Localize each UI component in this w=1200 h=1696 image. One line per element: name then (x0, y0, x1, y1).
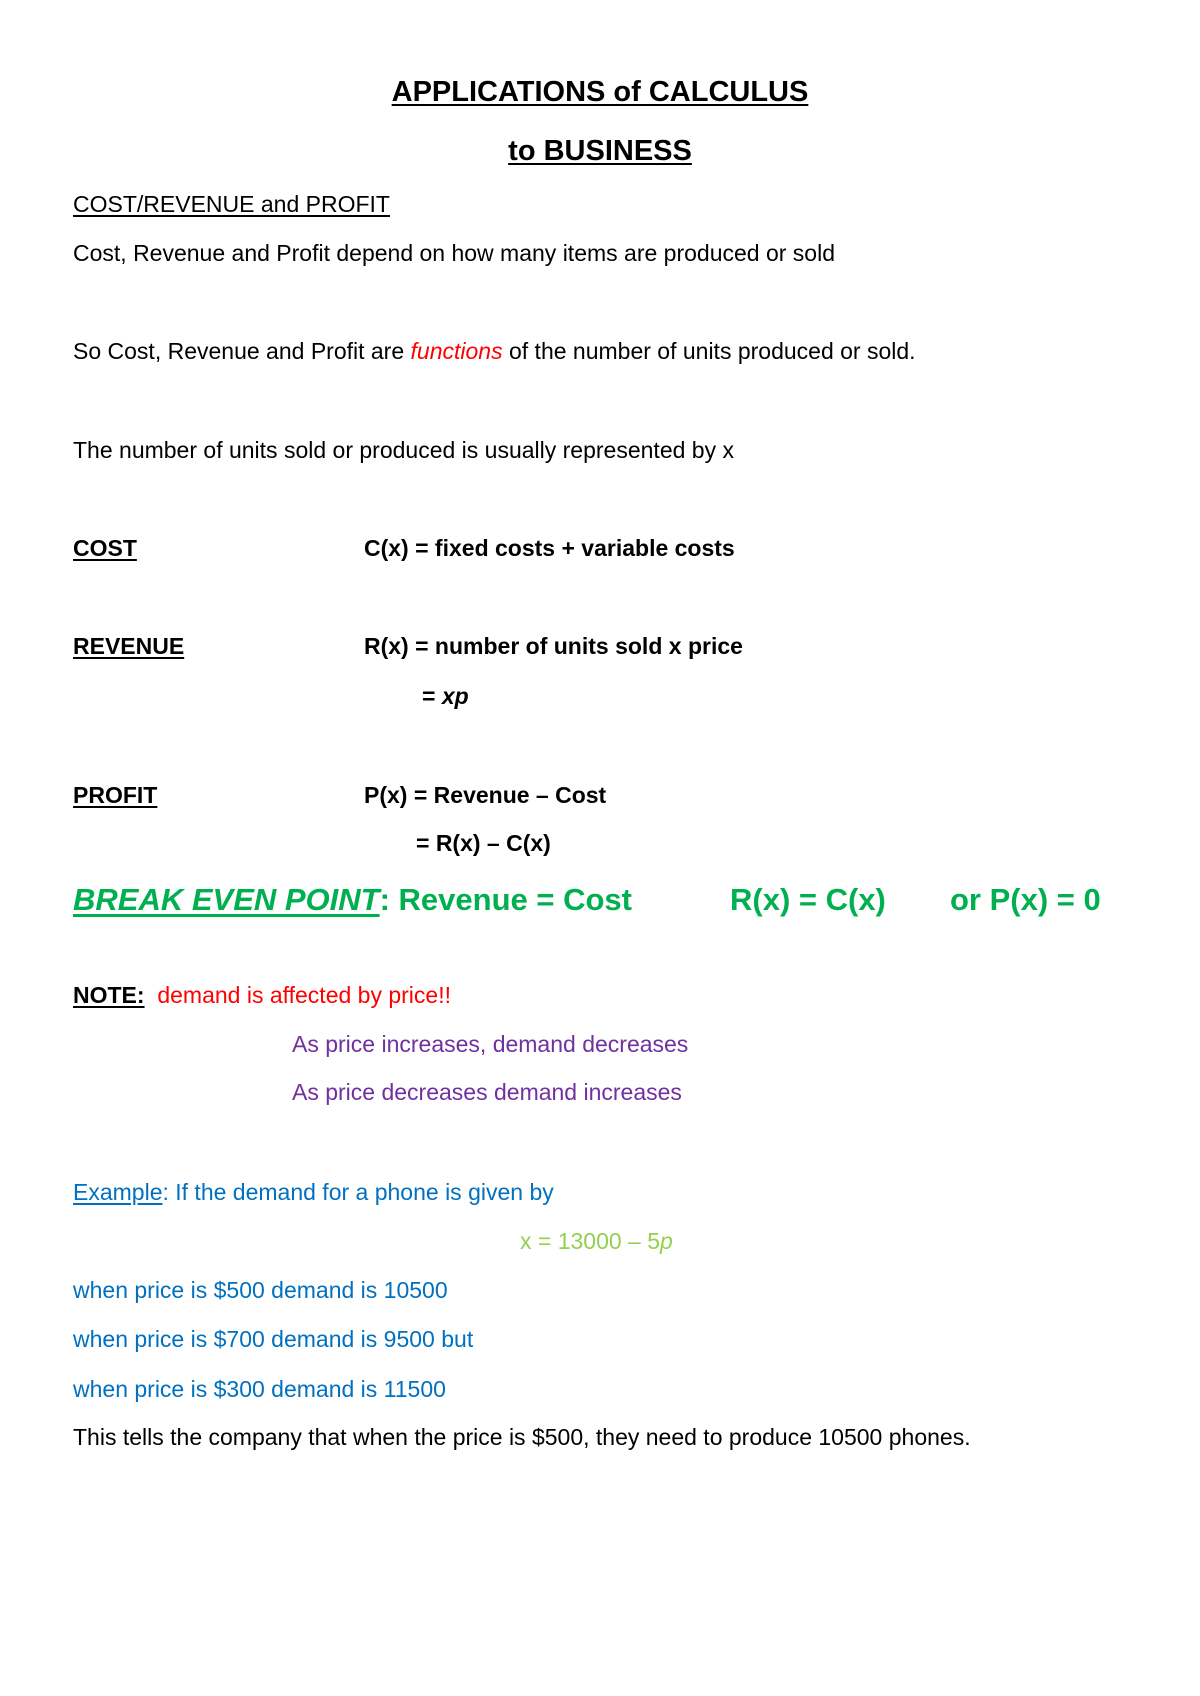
example-label: Example (73, 1179, 163, 1205)
cost-formula: C(x) = fixed costs + variable costs (364, 535, 735, 561)
example-line-3: when price is $300 demand is 11500 (73, 1376, 446, 1402)
break-even-eq-1: R(x) = C(x) (730, 882, 886, 917)
page-subtitle: to BUSINESS (508, 135, 692, 167)
note-text: demand is affected by price!! (157, 982, 451, 1008)
section-heading: COST/REVENUE and PROFIT (73, 191, 390, 217)
revenue-label: REVENUE (73, 633, 185, 659)
break-even-label: BREAK EVEN POINT (73, 882, 380, 917)
example-equation-var: p (660, 1228, 673, 1254)
note-line-2: As price decreases demand increases (292, 1079, 682, 1105)
functions-emphasis: functions (410, 338, 503, 364)
example-intro (73, 1181, 554, 1204)
note-line-1: As price increases, demand decreases (292, 1031, 689, 1057)
profit-formula: P(x) = Revenue – Cost (364, 782, 607, 808)
example-line-1: when price is $500 demand is 10500 (73, 1277, 448, 1303)
revenue-formula-2-prefix: = (422, 683, 442, 709)
break-even-line (73, 884, 632, 915)
intro-line-2-after: of the number of units produced or sold. (502, 338, 916, 364)
example-line-2: when price is $700 demand is 9500 but (73, 1326, 474, 1352)
note-line (73, 984, 451, 1007)
example-text: : If the demand for a phone is given by (162, 1179, 554, 1205)
intro-line-3: The number of units sold or produced is usually represented by x (73, 437, 734, 463)
example-conclusion: This tells the company that when the price is $500, they need to produce 10500 phones. (73, 1424, 971, 1450)
page-title: APPLICATIONS of CALCULUS (391, 76, 809, 108)
cost-label: COST (73, 535, 137, 561)
revenue-formula-2-var: xp (441, 683, 469, 709)
profit-label: PROFIT (73, 782, 158, 808)
intro-line-2 (73, 340, 916, 363)
break-even-eq-2: or P(x) = 0 (950, 882, 1101, 917)
example-equation-prefix: x = 13000 – 5 (520, 1228, 661, 1254)
revenue-formula: R(x) = number of units sold x price (364, 633, 743, 659)
intro-line-1: Cost, Revenue and Profit depend on how many items are produced or sold (73, 240, 835, 266)
example-equation (520, 1230, 673, 1253)
note-label: NOTE: (73, 982, 145, 1008)
intro-line-2-before: So Cost, Revenue and Profit are (73, 338, 411, 364)
break-even-text: : Revenue = Cost (379, 882, 632, 917)
profit-formula-2: = R(x) – C(x) (416, 830, 551, 856)
revenue-formula-2 (422, 685, 469, 708)
